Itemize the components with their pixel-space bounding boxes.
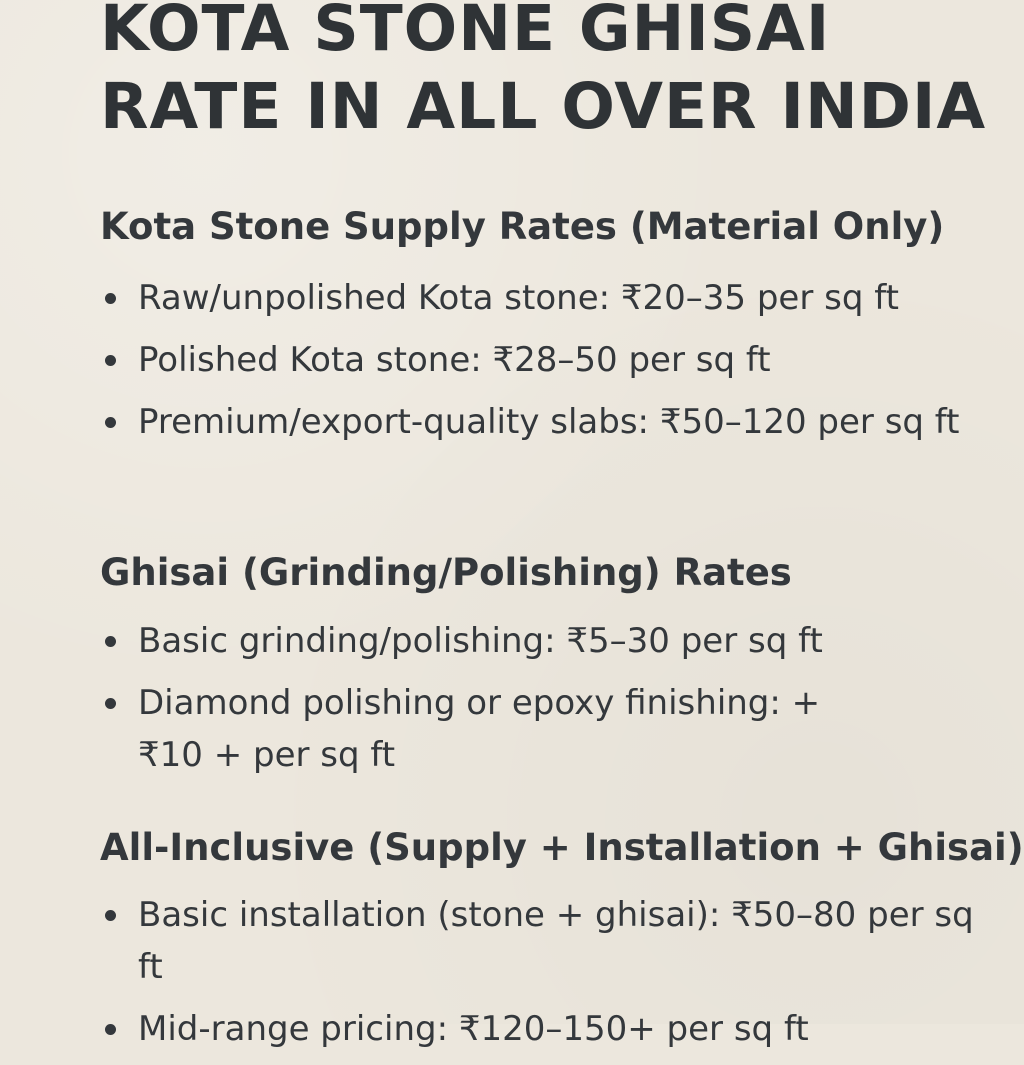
title-line-2: RATE IN ALL OVER INDIA [100, 70, 987, 143]
page-title [100, 0, 986, 146]
bullet-icon [105, 910, 116, 921]
title-line-1: KOTA STONE GHISAI [100, 0, 831, 65]
bullet-icon [105, 417, 116, 428]
list-item [100, 615, 998, 667]
bullet-icon [105, 355, 116, 366]
supply-rates-list [100, 272, 998, 458]
section-heading-supply-rates: Kota Stone Supply Rates (Material Only) [100, 205, 945, 248]
list-item [100, 889, 998, 993]
list-item [100, 396, 998, 448]
section-heading-ghisai-rates: Ghisai (Grinding/Polishing) Rates [100, 551, 792, 594]
ghisai-rates-list [100, 615, 998, 791]
list-item [100, 677, 838, 781]
list-item-text: Basic grinding/polishing: ₹5–30 per sq ft [138, 621, 823, 661]
bullet-icon [105, 1024, 116, 1035]
bullet-icon [105, 636, 116, 647]
bullet-icon [105, 698, 116, 709]
section-heading-all-inclusive: All-Inclusive (Supply + Installation + Ghisai) [100, 826, 1024, 869]
list-item [100, 1003, 998, 1055]
list-item-text: Polished Kota stone: ₹28–50 per sq ft [138, 340, 771, 380]
list-item [100, 272, 998, 324]
list-item-text: Raw/unpolished Kota stone: ₹20–35 per sq ft [138, 278, 899, 318]
list-item-text: Basic installation (stone + ghisai): ₹50–80 per sq ft [138, 895, 974, 987]
list-item-text: Diamond polishing or epoxy finishing: + ₹10 + per sq ft [138, 683, 821, 775]
list-item [100, 334, 998, 386]
list-item-text: Mid-range pricing: ₹120–150+ per sq ft [138, 1009, 809, 1049]
all-inclusive-list [100, 889, 998, 1065]
bullet-icon [105, 293, 116, 304]
list-item-text: Premium/export-quality slabs: ₹50–120 per sq ft [138, 402, 960, 442]
